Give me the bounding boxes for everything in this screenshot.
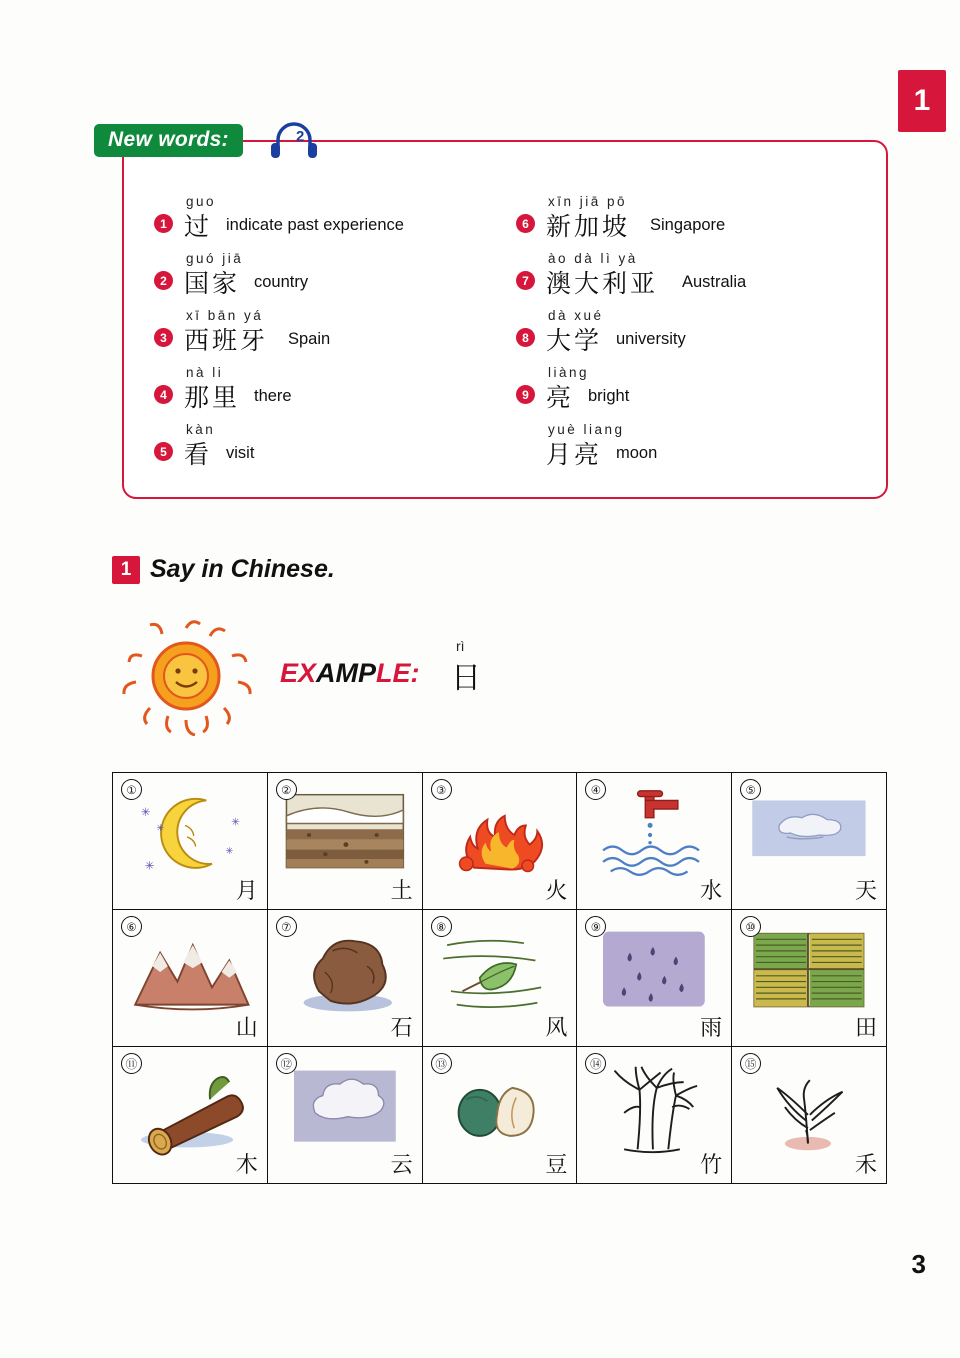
grain-sprout-icon xyxy=(732,1061,886,1157)
new-word-item xyxy=(510,422,872,479)
svg-text:✳: ✳ xyxy=(140,806,151,819)
new-word-item xyxy=(510,251,872,308)
new-words-box xyxy=(108,128,888,499)
cell-hanzi: 田 xyxy=(854,1016,877,1041)
grid-cell[interactable] xyxy=(113,773,268,910)
bamboo-icon xyxy=(577,1061,731,1157)
cell-hanzi: 风 xyxy=(545,1016,568,1041)
wooden-log-icon xyxy=(113,1061,267,1157)
item-pinyin: ào dà lì yà xyxy=(548,251,638,266)
grid-cell[interactable] xyxy=(423,773,578,910)
cell-hanzi: 云 xyxy=(390,1153,413,1178)
example-hanzi: 日 xyxy=(451,661,481,696)
item-pinyin: xī bān yá xyxy=(186,308,264,323)
grid-cell[interactable] xyxy=(732,773,887,910)
example-label: EXAMPLE: xyxy=(280,658,420,688)
chapter-number: 1 xyxy=(913,84,931,117)
grid-cell[interactable] xyxy=(113,1047,268,1184)
item-pinyin: yuè liang xyxy=(548,422,625,437)
cell-number: ⑦ xyxy=(276,916,297,937)
cell-number: ⑪ xyxy=(121,1053,142,1074)
exercise-number: 1 xyxy=(112,556,140,584)
item-hanzi: 过 xyxy=(184,212,213,241)
cell-hanzi: 土 xyxy=(390,879,413,904)
example-block xyxy=(118,610,878,755)
grid-cell[interactable] xyxy=(268,910,423,1047)
mountains-icon xyxy=(113,924,267,1020)
grid-cell[interactable] xyxy=(113,910,268,1047)
new-word-item xyxy=(510,194,872,251)
item-pinyin: guo xyxy=(186,194,217,209)
new-word-item xyxy=(148,251,510,308)
item-number: 2 xyxy=(154,271,173,290)
audio-track-number: 2 xyxy=(296,128,305,145)
example-pinyin: rì xyxy=(456,638,465,654)
headphones-icon xyxy=(266,120,332,160)
cell-hanzi: 雨 xyxy=(700,1016,723,1041)
cell-hanzi: 山 xyxy=(235,1016,258,1041)
item-number: 5 xyxy=(154,442,173,461)
soil-layers-icon xyxy=(268,787,422,883)
grid-cell[interactable] xyxy=(268,1047,423,1184)
cell-number: ⑮ xyxy=(740,1053,761,1074)
item-number: 1 xyxy=(154,214,173,233)
grid-cell[interactable] xyxy=(577,910,732,1047)
cell-hanzi: 水 xyxy=(700,879,723,904)
grid-cell[interactable] xyxy=(732,1047,887,1184)
item-meaning: moon xyxy=(616,444,658,462)
item-meaning: bright xyxy=(588,387,630,405)
new-word-item xyxy=(510,308,872,365)
item-meaning: visit xyxy=(226,444,255,462)
item-pinyin: kàn xyxy=(186,422,216,437)
sky-cloud-icon xyxy=(732,787,886,883)
item-hanzi: 看 xyxy=(184,440,213,469)
cell-number: ⑤ xyxy=(740,779,761,800)
new-word-item xyxy=(148,422,510,479)
cell-number: ④ xyxy=(585,779,606,800)
crescent-moon-icon xyxy=(113,787,267,883)
stone-rock-icon xyxy=(268,924,422,1020)
svg-text:✳: ✳ xyxy=(144,860,155,873)
item-number: 3 xyxy=(154,328,173,347)
cell-hanzi: 火 xyxy=(545,879,568,904)
new-words-title: New words: xyxy=(94,124,243,157)
cell-number: ⑫ xyxy=(276,1053,297,1074)
item-hanzi: 新加坡 xyxy=(546,212,631,241)
new-word-item xyxy=(148,308,510,365)
cell-hanzi: 月 xyxy=(235,879,258,904)
cell-hanzi: 天 xyxy=(854,879,877,904)
item-meaning: Singapore xyxy=(650,216,726,234)
item-hanzi: 那里 xyxy=(184,383,241,412)
cell-number: ② xyxy=(276,779,297,800)
page-number: 3 xyxy=(911,1249,926,1279)
item-pinyin: nà li xyxy=(186,365,224,380)
cell-hanzi: 木 xyxy=(235,1153,258,1178)
new-words-left-column xyxy=(148,194,510,479)
cloud-icon xyxy=(268,1061,422,1157)
item-hanzi: 西班牙 xyxy=(184,326,269,355)
item-number: 6 xyxy=(516,214,535,233)
cell-hanzi: 竹 xyxy=(700,1153,723,1178)
item-meaning: Spain xyxy=(288,330,331,348)
svg-text:✳: ✳ xyxy=(231,816,241,829)
chapter-tab xyxy=(898,70,946,132)
new-word-item xyxy=(148,365,510,422)
cell-number: ⑬ xyxy=(431,1053,452,1074)
item-hanzi: 大学 xyxy=(546,326,603,355)
item-meaning: Australia xyxy=(682,273,747,291)
beans-icon xyxy=(423,1061,577,1157)
picture-grid xyxy=(112,772,887,1184)
cell-number: ① xyxy=(121,779,142,800)
cell-hanzi: 禾 xyxy=(854,1153,877,1178)
new-word-item xyxy=(148,194,510,251)
item-meaning: there xyxy=(254,387,292,405)
svg-text:✳: ✳ xyxy=(225,846,234,858)
item-number: 4 xyxy=(154,385,173,404)
cell-hanzi: 石 xyxy=(390,1016,413,1041)
cell-number: ⑨ xyxy=(585,916,606,937)
grid-cell[interactable] xyxy=(577,773,732,910)
svg-text:✳: ✳ xyxy=(156,823,165,835)
grid-cell[interactable] xyxy=(577,1047,732,1184)
grid-cell[interactable] xyxy=(732,910,887,1047)
item-hanzi: 国家 xyxy=(184,269,241,298)
exercise-heading xyxy=(112,555,335,584)
item-hanzi: 月亮 xyxy=(546,440,603,469)
item-number: 7 xyxy=(516,271,535,290)
item-hanzi: 亮 xyxy=(546,383,575,412)
item-number: 9 xyxy=(516,385,535,404)
cell-number: ⑩ xyxy=(740,916,761,937)
cell-number: ⑥ xyxy=(121,916,142,937)
cell-number: ⑧ xyxy=(431,916,452,937)
item-meaning: indicate past experience xyxy=(226,216,404,234)
cell-number: ⑭ xyxy=(585,1053,606,1074)
item-pinyin: liàng xyxy=(548,365,590,380)
item-pinyin: dà xué xyxy=(548,308,604,323)
cell-hanzi: 豆 xyxy=(545,1153,568,1178)
wind-leaf-icon xyxy=(423,924,577,1020)
flames-icon xyxy=(423,787,577,883)
rice-fields-icon xyxy=(732,924,886,1020)
new-word-item xyxy=(510,365,872,422)
sun-drawing-icon xyxy=(118,616,254,741)
grid-cell[interactable] xyxy=(423,1047,578,1184)
grid-cell[interactable] xyxy=(423,910,578,1047)
rain-icon xyxy=(577,924,731,1020)
item-number: 8 xyxy=(516,328,535,347)
exercise-title: Say in Chinese. xyxy=(150,555,335,583)
item-hanzi: 澳大利亚 xyxy=(546,269,659,298)
item-meaning: country xyxy=(254,273,309,291)
cell-number: ③ xyxy=(431,779,452,800)
item-pinyin: xīn jiā pō xyxy=(548,194,628,209)
grid-cell[interactable] xyxy=(268,773,423,910)
faucet-water-icon xyxy=(577,787,731,883)
item-meaning: university xyxy=(616,330,686,348)
new-words-right-column xyxy=(510,194,872,479)
item-pinyin: guó jiā xyxy=(186,251,244,266)
